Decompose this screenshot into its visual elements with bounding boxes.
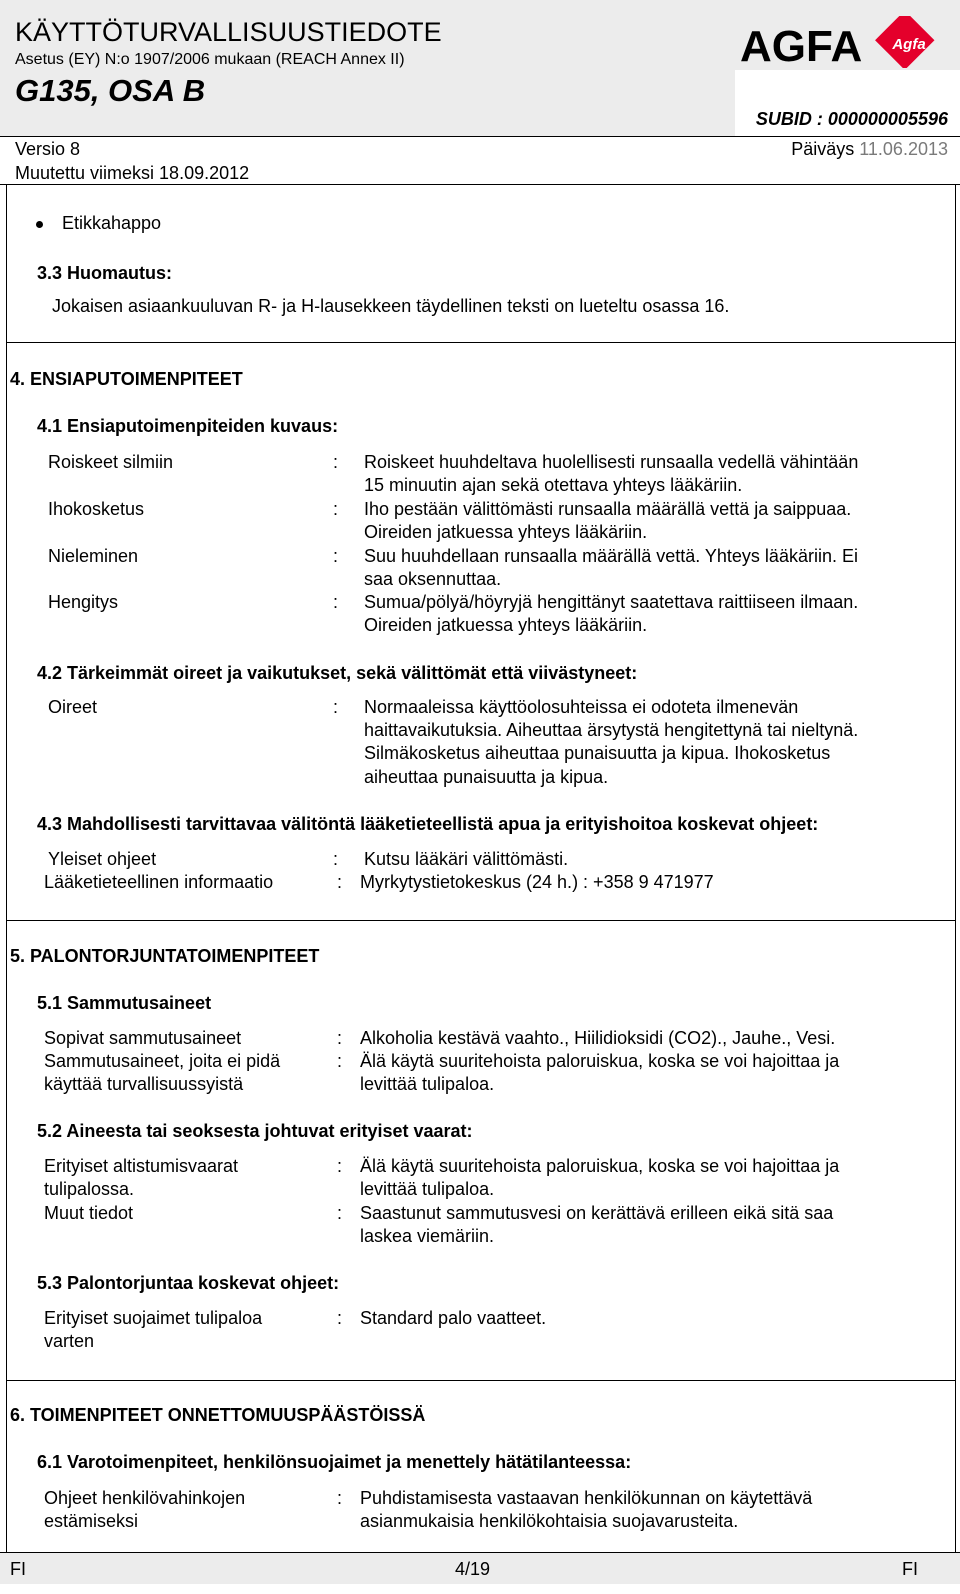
regulation-subtitle: Asetus (EY) N:o 1907/2006 mukaan (REACH Annex II): [15, 51, 405, 68]
bullet-item: Etikkahappo: [62, 213, 162, 233]
s61-label: estämiseksi: [44, 1511, 139, 1531]
issue-date-value: 11.06.2013: [859, 139, 948, 159]
s42-value-line: aiheuttaa punaisuutta ja kipua.: [364, 767, 609, 787]
s43-colon: :: [333, 849, 339, 869]
svg-text:Agfa: Agfa: [892, 36, 926, 53]
product-name: G135, OSA B: [15, 73, 206, 108]
s42-value-line: Normaaleissa käyttöolosuhteissa ei odoteta ilmenevän: [364, 697, 799, 717]
s42-value-line: Silmäkosketus aiheuttaa punaisuutta ja kipua. Ihokosketus: [364, 743, 831, 763]
s61-colon: :: [337, 1488, 343, 1508]
s61-heading: 6.1 Varotoimenpiteet, henkilönsuojaimet ja menettely hätätilanteessa:: [37, 1452, 632, 1472]
s43-heading: 4.3 Mahdollisesti tarvittavaa välitöntä lääketieteellistä apua ja erityishoitoa koskevat ohjeet:: [37, 814, 819, 834]
section6-heading: 6. TOIMENPITEET ONNETTOMUUSPÄÄSTÖISSÄ: [10, 1405, 426, 1425]
bullet-dot: [36, 221, 43, 228]
s51-colon: :: [337, 1028, 343, 1048]
s41-label: Hengitys: [48, 592, 119, 612]
note-text: Jokaisen asiaankuuluvan R- ja H-lausekkeen täydellinen teksti on lueteltu osassa 16.: [52, 296, 730, 316]
s52-value-line: Älä käytä suuritehoista paloruiskua, koska se voi hajoittaa ja: [360, 1156, 840, 1176]
s43-value: Myrkytystietokeskus (24 h.) : +358 9 471977: [360, 872, 714, 892]
s61-value-line: Puhdistamisesta vastaavan henkilökunnan on käytettävä: [360, 1488, 813, 1508]
s51-label: käyttää turvallisuussyistä: [44, 1074, 244, 1094]
s41-colon: :: [333, 592, 339, 612]
s52-value-line: laskea viemäriin.: [360, 1226, 495, 1246]
s42-value-line: haittavaikutuksia. Aiheuttaa ärsytystä hengitettynä tai nieltynä.: [364, 720, 859, 740]
s52-colon: :: [337, 1156, 343, 1176]
s53-heading: 5.3 Palontorjuntaa koskevat ohjeet:: [37, 1273, 340, 1293]
s41-colon: :: [333, 499, 339, 519]
header-divider: [0, 136, 960, 137]
s42-heading: 4.2 Tärkeimmät oireet ja vaikutukset, sekä välittömät että viivästyneet:: [37, 663, 638, 683]
s52-label: Erityiset altistumisvaarat: [44, 1156, 239, 1176]
s41-value-line: Iho pestään välittömästi runsaalla määrällä vettä ja saippuaa.: [364, 499, 852, 519]
s53-label: varten: [44, 1331, 95, 1351]
section4-heading: 4. ENSIAPUTOIMENPITEET: [10, 369, 243, 389]
s51-colon: :: [337, 1051, 343, 1071]
frame-left: [6, 184, 7, 1552]
issue-date-label: Päiväys: [791, 139, 855, 159]
s43-label: Yleiset ohjeet: [48, 849, 157, 869]
s41-label: Roiskeet silmiin: [48, 452, 174, 472]
footer-language-right: FI: [902, 1559, 918, 1579]
s41-value-line: Suu huuhdellaan runsaalla määrällä vettä. Yhteys lääkäriin. Ei: [364, 546, 858, 566]
s51-heading: 5.1 Sammutusaineet: [37, 993, 212, 1013]
s41-value-line: saa oksennuttaa.: [364, 569, 502, 589]
subid: SUBID : 000000005596: [755, 109, 948, 129]
s43-value: Kutsu lääkäri välittömästi.: [364, 849, 569, 869]
s43-colon: :: [337, 872, 343, 892]
s41-value-line: 15 minuutin ajan sekä otettava yhteys lääkäriin.: [364, 475, 743, 495]
section-divider-5: [6, 920, 956, 921]
s41-label: Nieleminen: [48, 546, 139, 566]
agfa-logo-graphic: [738, 16, 950, 68]
section5-heading: 5. PALONTORJUNTATOIMENPITEET: [10, 946, 320, 966]
s53-value-line: Standard palo vaatteet.: [360, 1308, 547, 1328]
s41-heading: 4.1 Ensiaputoimenpiteiden kuvaus:: [37, 416, 339, 436]
s52-label: Muut tiedot: [44, 1203, 134, 1223]
s51-value-line: Alkoholia kestävä vaahto., Hiilidioksidi (CO2)., Jauhe., Vesi.: [360, 1028, 836, 1048]
section-divider-6: [6, 1380, 956, 1381]
s41-colon: :: [333, 452, 339, 472]
s42-label: Oireet: [48, 697, 98, 717]
agfa-logo: [738, 16, 950, 68]
s43-label: Lääketieteellinen informaatio: [44, 872, 274, 892]
issue-date: [791, 138, 948, 161]
s41-value-line: Oireiden jatkuessa yhteys lääkäriin.: [364, 615, 648, 635]
s42-colon: :: [333, 697, 339, 717]
s52-colon: :: [337, 1203, 343, 1223]
version: Versio 8: [15, 139, 81, 159]
s41-value-line: Oireiden jatkuessa yhteys lääkäriin.: [364, 522, 648, 542]
section-divider-4: [6, 342, 956, 343]
footer-page-number: 4/19: [455, 1559, 491, 1579]
s52-value-line: Saastunut sammutusvesi on kerättävä erilleen eikä sitä saa: [360, 1203, 834, 1223]
s51-label: Sammutusaineet, joita ei pidä: [44, 1051, 281, 1071]
s53-colon: :: [337, 1308, 343, 1328]
s51-value-line: levittää tulipaloa.: [360, 1074, 495, 1094]
svg-text:AGFA: AGFA: [740, 22, 863, 68]
s41-value-line: Roiskeet huuhdeltava huolellisesti runsaalla vedellä vähintään: [364, 452, 859, 472]
s53-label: Erityiset suojaimet tulipaloa: [44, 1308, 263, 1328]
s61-label: Ohjeet henkilövahinkojen: [44, 1488, 246, 1508]
s41-colon: :: [333, 546, 339, 566]
s51-value-line: Älä käytä suuritehoista paloruiskua, koska se voi hajoittaa ja: [360, 1051, 840, 1071]
header-bottom-line: [0, 184, 960, 185]
footer-language-left: FI: [10, 1559, 26, 1579]
s52-value-line: levittää tulipaloa.: [360, 1179, 495, 1199]
s52-heading: 5.2 Aineesta tai seoksesta johtuvat erityiset vaarat:: [37, 1121, 473, 1141]
s51-label: Sopivat sammutusaineet: [44, 1028, 242, 1048]
s52-label: tulipalossa.: [44, 1179, 135, 1199]
s61-value-line: asianmukaisia henkilökohtaisia suojavarusteita.: [360, 1511, 739, 1531]
footer-top-line: [0, 1552, 960, 1553]
last-modified: Muutettu viimeksi 18.09.2012: [15, 163, 250, 183]
document-title: KÄYTTÖTURVALLISUUSTIEDOTE: [15, 17, 442, 47]
s41-label: Ihokosketus: [48, 499, 145, 519]
s41-value-line: Sumua/pölyä/höyryjä hengittänyt saatettava raittiiseen ilmaan.: [364, 592, 859, 612]
frame-right: [955, 184, 956, 1552]
note-heading: 3.3 Huomautus:: [37, 263, 173, 283]
